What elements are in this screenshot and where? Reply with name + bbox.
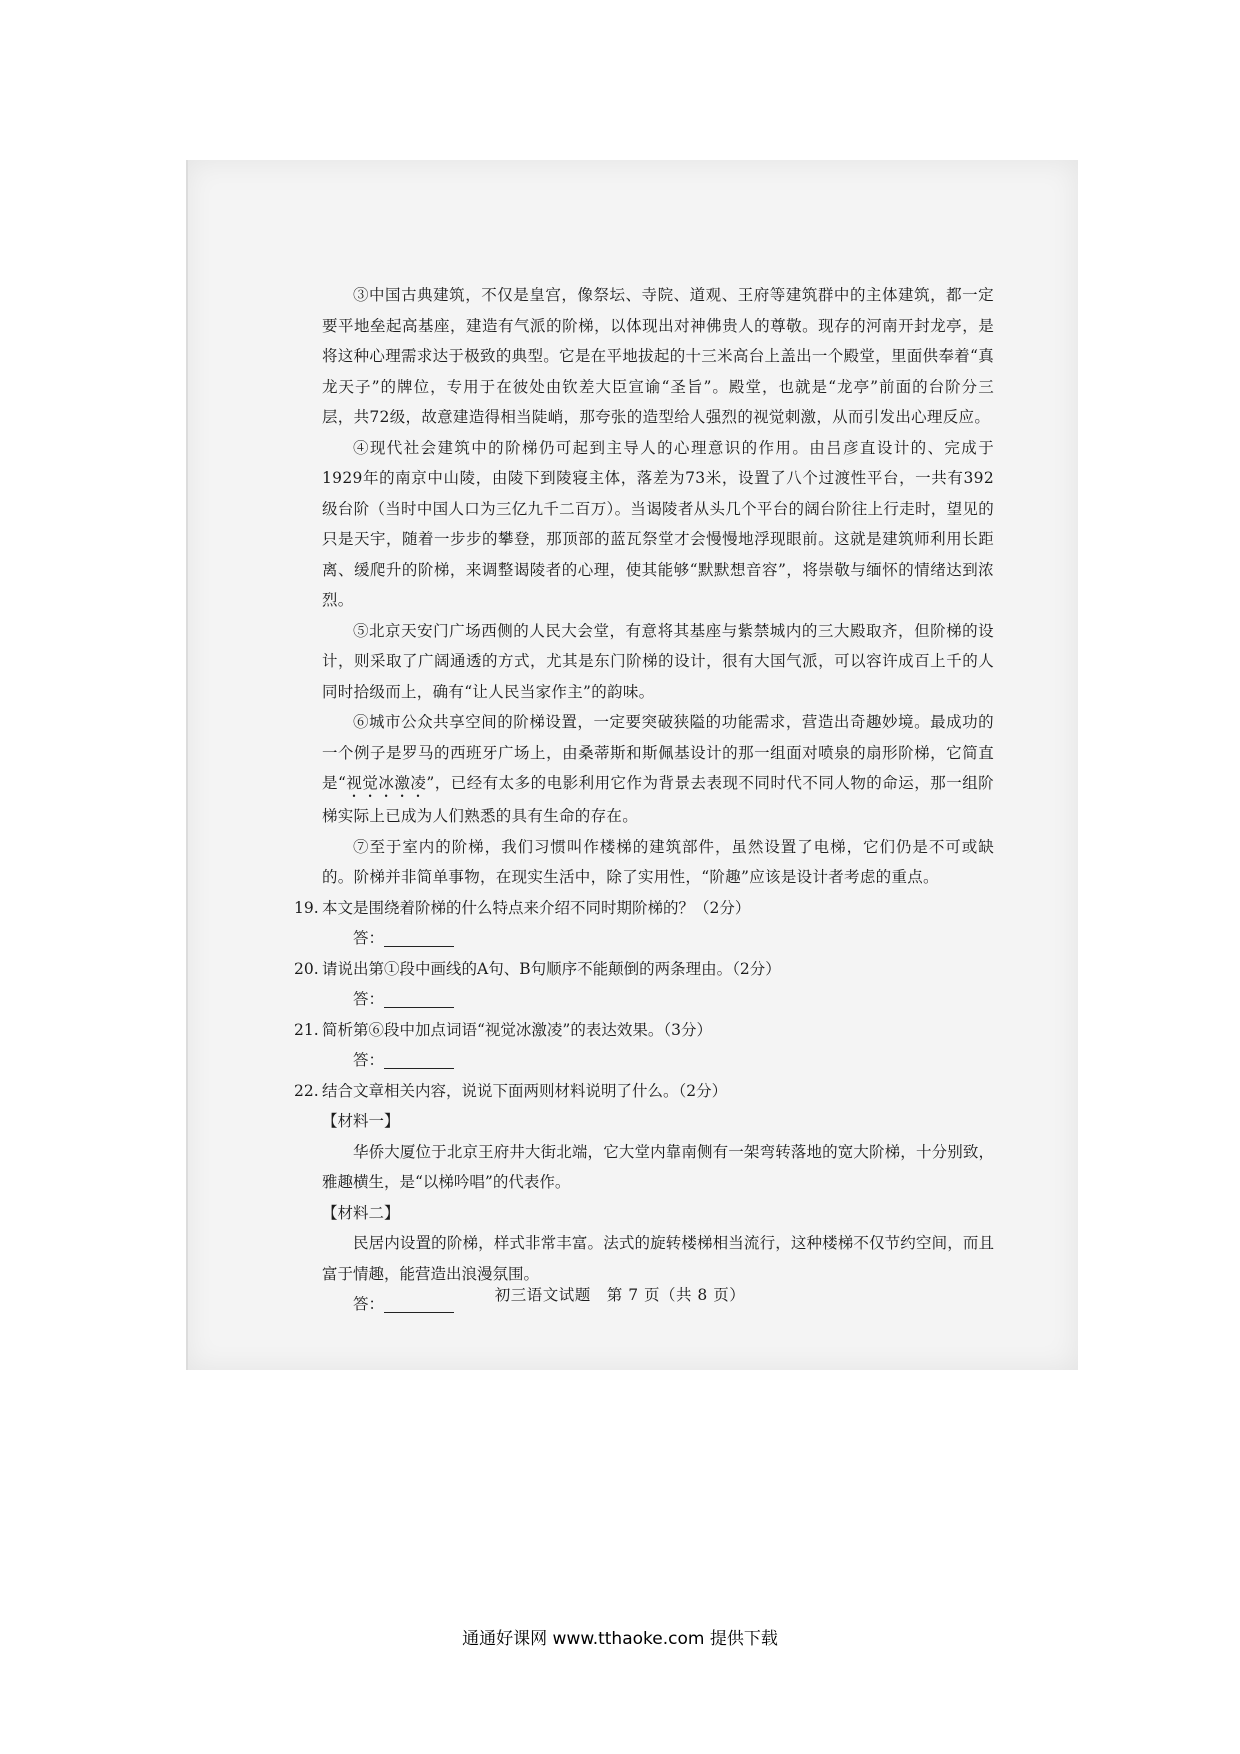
paragraph-7: ⑦至于室内的阶梯，我们习惯叫作楼梯的建筑部件，虽然设置了电梯，它们仍是不可或缺的。阶梯并非简单事物，在现实生活中，除了实用性，“阶趣”应该是设计者考虑的重点。 <box>322 837 994 886</box>
material-2-title: 【材料二】 <box>322 1203 400 1222</box>
paragraph-6 <box>322 707 994 832</box>
paragraph-6-part1: ⑥城市公众共享空间的阶梯设置，一定要突破狭隘的功能需求，营造出奇趣妙境。最成功的一个例子是罗马的西班牙广场上，由桑蒂斯和斯佩基设计的那一组面对喷泉的扇形阶梯，它简直是“ <box>322 713 994 792</box>
question-number: 20. <box>294 959 319 978</box>
page-content <box>294 280 994 1320</box>
question-22 <box>294 1076 994 1107</box>
answer-19 <box>353 923 994 954</box>
answer-20 <box>353 984 994 1015</box>
answer-label: 答： <box>353 929 385 947</box>
question-text: 结合文章相关内容，说说下面两则材料说明了什么。（2分） <box>322 1081 728 1100</box>
answer-label: 答： <box>353 1295 385 1313</box>
source-watermark: 通通好课网 www.tthaoke.com 提供下载 <box>462 1629 778 1649</box>
question-text: 本文是围绕着阶梯的什么特点来介绍不同时期阶梯的？（2分） <box>322 898 751 917</box>
page-footer: 初三语文试题 第 7 页（共 8 页） <box>494 1286 746 1304</box>
question-text: 请说出第①段中画线的A句、B句顺序不能颠倒的两条理由。（2分） <box>322 959 781 978</box>
question-21 <box>294 1015 994 1046</box>
material-2-text: 民居内设置的阶梯，样式非常丰富。法式的旋转楼梯相当流行，这种楼梯不仅节约空间，而且富于情趣，能营造出浪漫氛围。 <box>322 1234 994 1283</box>
page-edge <box>186 160 188 1370</box>
answer-blank[interactable] <box>384 932 454 947</box>
paragraph-3: ③中国古典建筑，不仅是皇宫，像祭坛、寺院、道观、王府等建筑群中的主体建筑，都一定要平地垒起高基座，建造有气派的阶梯，以体现出对神佛贵人的尊敬。现存的河南开封龙亭，是将这种心理需求达于极致的典型。它是在平地拔起的十三米高台上盖出一个殿堂，里面供奉着“真龙天子”的牌位，专用于在彼处由钦差大臣宣谕“圣旨”。殿堂，也就是“龙亭”前面的台阶分三层，共72级，故意建造得相当陡峭，那夸张的造型给人强烈的视觉刺激，从而引发出心理反应。 <box>322 286 994 426</box>
paragraph-4: ④现代社会建筑中的阶梯仍可起到主导人的心理意识的作用。由吕彦直设计的、完成于1929年的南京中山陵，由陵下到陵寝主体，落差为73米，设置了八个过渡性平台，一共有392级台阶（当时中国人口为三亿九千二百万）。当谒陵者从头几个平台的阔台阶往上行走时，望见的只是天宇，随着一步步的攀登，那顶部的蓝瓦祭堂才会慢慢地浮现眼前。这就是建筑师利用长距离、缓爬升的阶梯，来调整谒陵者的心理，使其能够“默默想音容”，将崇敬与缅怀的情绪达到浓烈。 <box>322 438 994 609</box>
answer-blank[interactable] <box>384 993 454 1008</box>
question-number: 21. <box>294 1020 319 1039</box>
question-number: 19. <box>294 898 319 917</box>
question-19 <box>294 893 994 924</box>
answer-21 <box>353 1045 994 1076</box>
question-20 <box>294 954 994 985</box>
paragraph-6-part2: ”，已经有太多的电影利用它作为背景去表现不同时代不同人物的命运，那一组阶梯实际上已成为人们熟悉的具有生命的存在。 <box>322 774 994 825</box>
material-1-title: 【材料一】 <box>322 1112 400 1130</box>
question-text: 简析第⑥段中加点词语“视觉冰激凌”的表达效果。（3分） <box>322 1020 712 1039</box>
answer-label: 答： <box>353 990 385 1008</box>
question-number: 22. <box>294 1081 319 1100</box>
answer-blank[interactable] <box>384 1054 454 1069</box>
answer-label: 答： <box>353 1051 385 1069</box>
emphasized-phrase: 视觉冰激凌 <box>346 774 427 792</box>
material-1-text: 华侨大厦位于北京王府井大街北端，它大堂内靠南侧有一架弯转落地的宽大阶梯，十分别致，雅趣横生，是“以梯吟唱”的代表作。 <box>322 1142 994 1191</box>
paragraph-5: ⑤北京天安门广场西侧的人民大会堂，有意将其基座与紫禁城内的三大殿取齐，但阶梯的设计，则采取了广阔通透的方式，尤其是东门阶梯的设计，很有大国气派，可以容许成百上千的人同时拾级而上，确有“让人民当家作主”的韵味。 <box>322 621 994 701</box>
